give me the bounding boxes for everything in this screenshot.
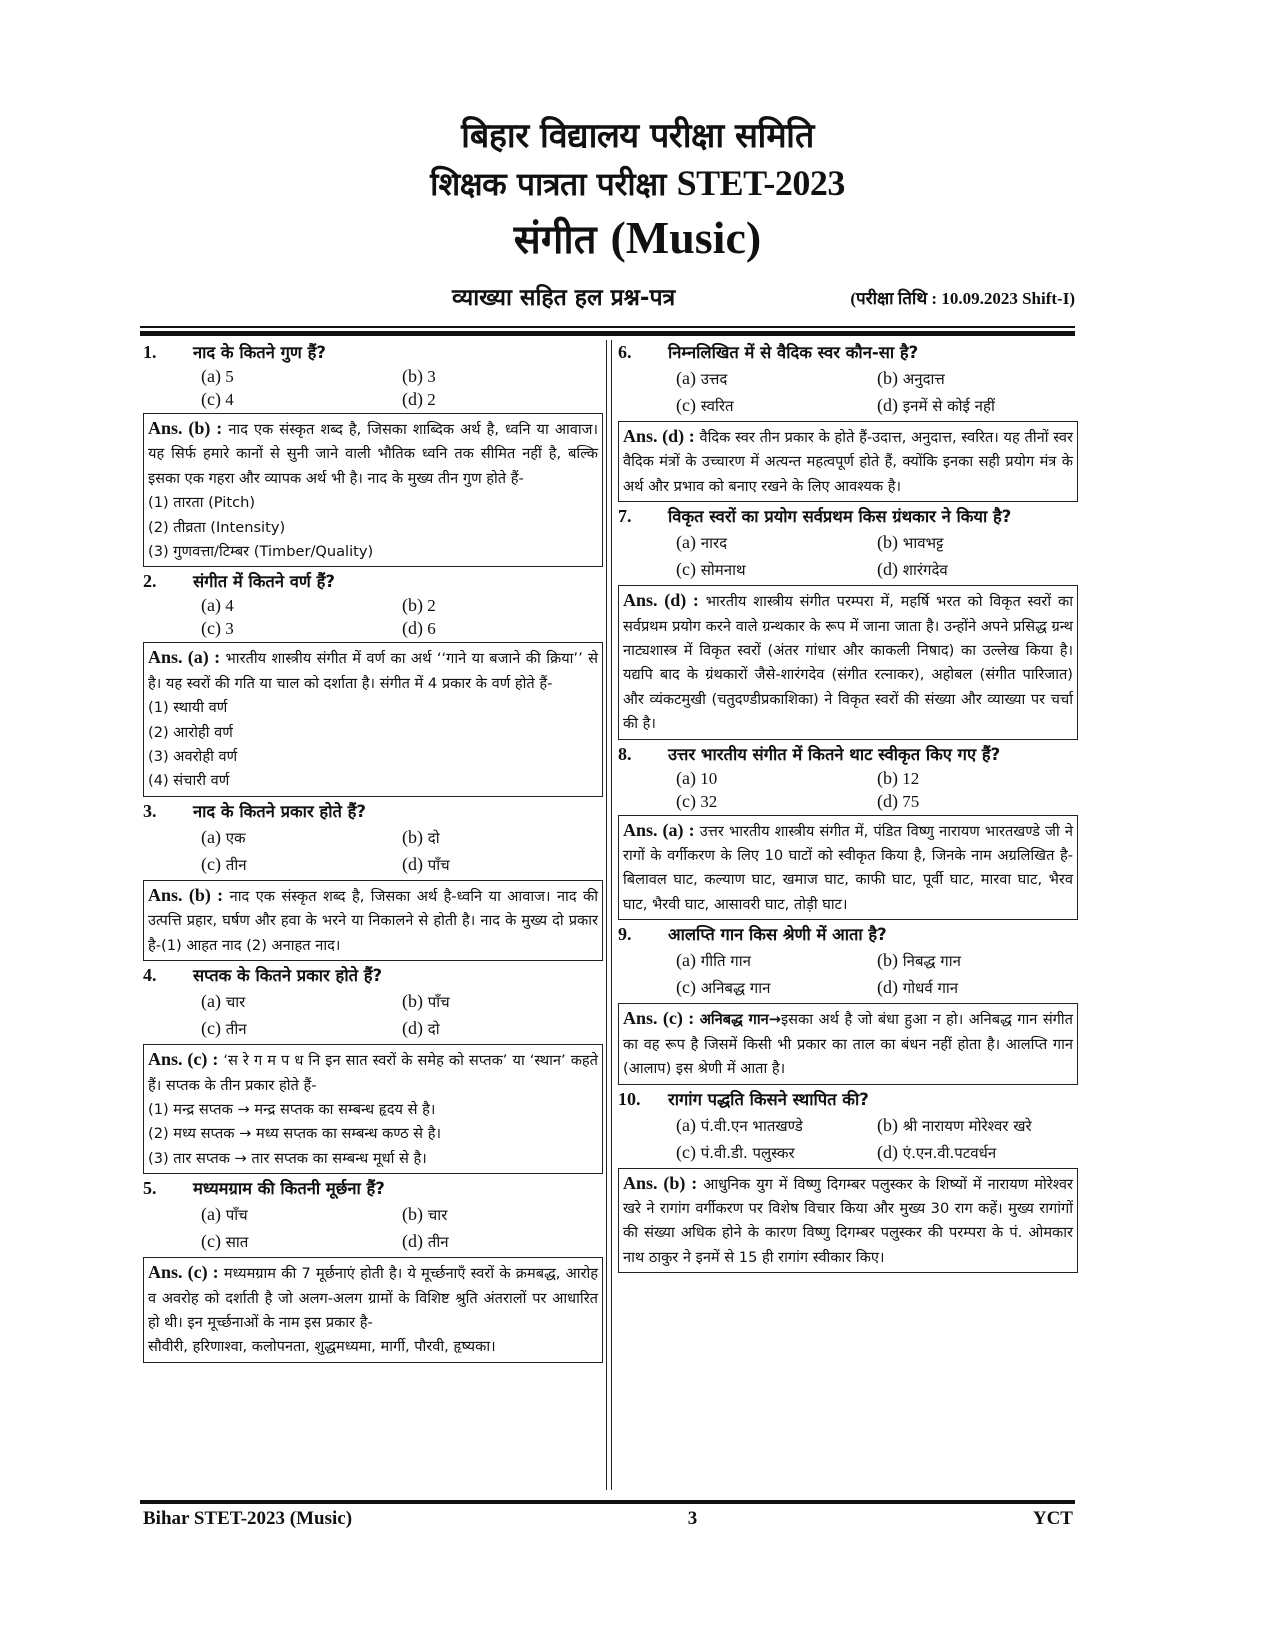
- question-9: [618, 922, 1078, 1084]
- answer-box: [143, 1257, 603, 1363]
- option-a: (a) 4: [201, 595, 234, 616]
- option-b: (b) 12: [877, 767, 920, 788]
- option-b: (b) भावभट्ट: [877, 532, 944, 553]
- question-stem: 6. निम्नलिखित में से वैदिक स्वर कौन-सा है?: [618, 342, 919, 362]
- exam-name-code: STET-2023: [676, 163, 845, 203]
- options: [618, 365, 1078, 419]
- answer-explanation: भारतीय शास्त्रीय संगीत में वर्ण का अर्थ ‘‘गाने या बजाने की क्रिया’’ से है। यह स्वरों की गति या चाल को दर्शाता है। संगीत में 4 प्रकार के वर्ण होते हैं-: [148, 650, 599, 692]
- subtitle-row: [140, 280, 1075, 314]
- option-a: (a) एक: [201, 826, 246, 847]
- question-stem: 8. उत्तर भारतीय संगीत में कितने थाट स्वीकृत किए गए हैं?: [618, 743, 1001, 764]
- options: [143, 365, 603, 411]
- option-d: (d) इनमें से कोई नहीं: [877, 395, 995, 415]
- answer-key: Ans. (a) :: [148, 647, 221, 668]
- answer-box: [143, 642, 603, 796]
- option-a: (a) 10: [676, 767, 718, 788]
- question-8: [618, 742, 1078, 921]
- options: [618, 529, 1078, 583]
- left-column: [143, 340, 603, 1365]
- answer-box: [618, 815, 1078, 921]
- answer-explanation: भारतीय शास्त्रीय संगीत परम्परा में, महर्षि भरत को विकृत स्वरों का सर्वप्रथम प्रयोग करने वाले ग्रन्थकार के रूप में जाना जाता है। उन्होंने अपने प्रसिद्ध ग्रन्थ नाट्यशास्त्र में विकृत स्वरों (अंतर गांधार और काकली निषाद) का उल्लेख किया है। यद्यपि बाद के ग्रंथकारों जैसे-शारंगदेव (संगीत रत्नाकर), अहोबल (संगीत पारिजात) और व्यंकटमुखी (चतुदण्डीप्रकाशिका) ने विकृत स्वरों की संख्या और व्याख्या पर चर्चा की है।: [623, 593, 1073, 733]
- footer-rule: [140, 1500, 1075, 1504]
- right-column: [618, 340, 1078, 1275]
- question-stem: 3. नाद के कितने प्रकार होते हैं?: [143, 800, 366, 821]
- answer-box: [143, 413, 603, 567]
- question-7: [618, 504, 1078, 739]
- options: [143, 1201, 603, 1255]
- option-a: (a) नारद: [676, 532, 728, 553]
- answer-key: Ans. (b) :: [623, 1172, 698, 1193]
- answer-key: Ans. (c) :: [148, 1049, 219, 1070]
- answer-key: Ans. (b) :: [148, 884, 224, 905]
- option-d: (d) एं.एन.वी.पटवर्धन: [877, 1141, 997, 1162]
- answer-box: [618, 1168, 1078, 1274]
- question-5: [143, 1176, 603, 1363]
- options: [618, 947, 1078, 1001]
- answer-point: (2) तीव्रता (Intensity): [148, 518, 286, 536]
- options: [618, 767, 1078, 813]
- answer-explanation: मध्यमग्राम की 7 मूर्छनाएं होती है। ये मूर्च्छनाएँ स्वरों के क्रमबद्ध, आरोह व अवरोह को दर्शाती है जो अलग-अलग ग्रामों के विशिष्ट श्रुति अंतरालों पर आधारित हो थी। इन मूर्च्छनाओं के नाम इस प्रकार है-: [148, 1265, 599, 1331]
- option-d: (d) 75: [877, 790, 920, 811]
- answer-point: (3) तार सप्तक → तार सप्तक का सम्बन्ध मूर्धा से है।: [148, 1149, 427, 1167]
- answer-explanation: आधुनिक युग में विष्णु दिगम्बर पलुस्कर के शिष्यों में नारायण मोरेश्वर खरे ने रागांग वर्गीकरण पर विशेष विचार किया और मुख्य 30 राग कहें। मुख्य रागांगों की संख्या अधिक होने के कारण विष्णु दिगम्बर पलुस्कर की परम्परा के पं. ओमकार नाथ ठाकुर ने इनमें से 15 ही रागांग स्वीकार किए।: [623, 1175, 1074, 1266]
- answer-explanation: वैदिक स्वर तीन प्रकार के होते हैं-उदात्त, अनुदात्त, स्वरित। यह तीनों स्वर वैदिक मंत्रों के उच्चारण में अत्यन्त महत्वपूर्ण होते हैं, क्योंकि इनका सही प्रयोग मंत्र के अर्थ और प्रभाव को बनाए रखने के लिए आवश्यक है।: [623, 429, 1074, 495]
- paper-subtitle: व्याख्या सहित हल प्रश्न-पत्र: [452, 285, 676, 311]
- question-4: [143, 963, 603, 1174]
- question-stem: 4. सप्तक के कितने प्रकार होते हैं?: [143, 965, 383, 986]
- options: [143, 988, 603, 1042]
- answer-box: [143, 1044, 603, 1174]
- answer-term: अनिबद्ध गान→: [699, 1011, 781, 1029]
- option-d: (d) शारंगदेव: [877, 559, 948, 580]
- answer-box: [618, 585, 1078, 739]
- column-divider: [606, 340, 612, 1490]
- option-b: (b) पाँच: [402, 991, 450, 1012]
- answer-box: [143, 880, 603, 961]
- option-d: (d) दो: [402, 1018, 440, 1039]
- page-number: 3: [687, 1508, 698, 1529]
- option-b: (b) 2: [402, 595, 436, 616]
- exam-name: [0, 160, 1275, 207]
- answer-explanation: उत्तर भारतीय शास्त्रीय संगीत में, पंडित विष्णु नारायण भारतखण्डे जी ने रागों के वर्गीकरण के लिए 10 घाटों को स्वीकृत किया है, जिनके नाम अग्रलिखित है- बिलावल घाट, कल्याण घाट, खमाज घाट, काफी घाट, पूर्वी घाट, मारवा घाट, भैरव घाट, भैरवी घाट, आसावरी घाट, तोड़ी घाट।: [623, 822, 1073, 913]
- publisher-mark: YCT: [1032, 1508, 1073, 1529]
- answer-point: (1) तारता (Pitch): [148, 494, 256, 512]
- option-d: (d) 2: [402, 389, 436, 409]
- option-c: (c) पं.वी.डी. पलुस्कर: [676, 1141, 795, 1162]
- answer-point: (1) मन्द्र सप्तक → मन्द्र सप्तक का सम्बन्ध हृदय से है।: [148, 1100, 436, 1118]
- option-b: (b) श्री नारायण मोरेश्वर खरे: [877, 1114, 1032, 1135]
- question-stem: 7. विकृत स्वरों का प्रयोग सर्वप्रथम किस ग्रंथकार ने किया है?: [618, 506, 1012, 527]
- board-name: बिहार विद्यालय परीक्षा समिति: [461, 116, 814, 156]
- option-b: (b) निबद्ध गान: [877, 950, 961, 971]
- answer-key: Ans. (c) :: [148, 1262, 219, 1283]
- option-c: (c) 4: [201, 389, 234, 409]
- answer-key: Ans. (d) :: [623, 590, 699, 611]
- option-d: (d) गोधर्व गान: [877, 977, 959, 998]
- options: [618, 1112, 1078, 1166]
- answer-explanation: ‘स रे ग म प ध नि इन सात स्वरों के समेह को सप्तक’ या ‘स्थान’ कहते हैं। सप्तक के तीन प्रकार होते हैं-: [148, 1052, 598, 1094]
- header-rule-thick: [140, 331, 1075, 336]
- question-stem: 1. नाद के कितने गुण हैं?: [143, 342, 326, 362]
- question-stem: 2. संगीत में कितने वर्ण हैं?: [143, 571, 335, 592]
- question-1: [143, 340, 603, 567]
- option-c: (c) 32: [676, 790, 718, 811]
- footer-title: Bihar STET-2023 (Music): [143, 1508, 353, 1529]
- answer-key: Ans. (c) :: [623, 1008, 695, 1029]
- answer-point: (3) गुणवत्ता/टिम्बर (Timber/Quality): [148, 543, 374, 561]
- exam-name-hindi: शिक्षक पात्रता परीक्षा: [430, 165, 677, 203]
- answer-point: सौवीरी, हरिणाश्वा, कलोपनता, शुद्धमध्यमा, मार्गी, पौरवी, हृष्यका।: [148, 1338, 496, 1356]
- option-c: (c) 3: [201, 618, 234, 639]
- option-c: (c) तीन: [201, 1018, 247, 1039]
- option-c: (c) सात: [201, 1231, 249, 1252]
- question-6: [618, 340, 1078, 502]
- option-b: (b) अनुदात्त: [877, 368, 945, 388]
- answer-key: Ans. (a) :: [623, 819, 695, 840]
- question-3: [143, 799, 603, 961]
- answer-point: (2) मध्य सप्तक → मध्य सप्तक का सम्बन्ध कण्ठ से है।: [148, 1125, 441, 1143]
- option-b: (b) चार: [402, 1204, 448, 1225]
- answer-point: (1) स्थायी वर्ण: [148, 699, 228, 717]
- options: [143, 594, 603, 640]
- option-a: (a) चार: [201, 991, 246, 1012]
- page-header: [0, 112, 1275, 271]
- answer-box: [618, 1003, 1078, 1084]
- options: [143, 824, 603, 878]
- option-c: (c) सोमनाथ: [676, 559, 746, 580]
- option-a: (a) उत्तद: [676, 368, 728, 388]
- option-a: (a) पं.वी.एन भातखण्डे: [676, 1114, 803, 1135]
- option-a: (a) गीति गान: [676, 950, 751, 971]
- option-b: (b) 3: [402, 366, 436, 386]
- answer-key: Ans. (b) :: [148, 418, 223, 438]
- answer-explanation: इसका अर्थ है जो बंधा हुआ न हो। अनिबद्ध गान संगीत का वह रूप है जिसमें किसी भी प्रकार का ताल का बंधन नहीं होता है। आलप्ति गान (आलाप) इस श्रेणी में आता है।: [623, 1011, 1074, 1078]
- question-stem: 10. रागांग पद्धति किसने स्थापित की?: [618, 1088, 869, 1109]
- subject-english: (Music): [610, 212, 762, 263]
- subject-hindi: संगीत: [513, 217, 611, 263]
- option-c: (c) तीन: [201, 853, 247, 874]
- option-c: (c) स्वरित: [676, 395, 734, 415]
- option-a: (a) 5: [201, 366, 234, 386]
- answer-explanation: नाद एक संस्कृत शब्द है, जिसका शाब्दिक अर्थ है, ध्वनि या आवाज। यह सिर्फ हमारे कानों से सुनी जाने वाली भौतिक ध्वनि तक सीमित नहीं है, बल्कि इसका एक गहरा और व्यापक अर्थ भी है। नाद के मुख्य तीन गुण होते हैं-: [148, 421, 598, 487]
- answer-point: (2) आरोही वर्ण: [148, 723, 233, 741]
- option-c: (c) अनिबद्ध गान: [676, 977, 771, 998]
- subject-title: [0, 207, 1275, 271]
- option-a: (a) पाँच: [201, 1204, 248, 1225]
- option-d: (d) तीन: [402, 1231, 449, 1252]
- option-d: (d) 6: [402, 618, 436, 639]
- option-b: (b) दो: [402, 826, 440, 847]
- question-stem: 9. आलप्ति गान किस श्रेणी में आता है?: [618, 924, 887, 945]
- page-footer: [143, 1508, 1073, 1530]
- exam-date: (परीक्षा तिथि : 10.09.2023 Shift-I): [850, 289, 1075, 308]
- answer-point: (4) संचारी वर्ण: [148, 772, 230, 790]
- question-2: [143, 569, 603, 796]
- header-rule-thin: [140, 326, 1075, 328]
- question-10: [618, 1087, 1078, 1274]
- answer-box: [618, 421, 1078, 502]
- answer-key: Ans. (d) :: [623, 426, 695, 446]
- option-d: (d) पाँच: [402, 853, 450, 874]
- answer-explanation: नाद एक संस्कृत शब्द है, जिसका अर्थ है-ध्वनि या आवाज। नाद की उत्पत्ति प्रहार, घर्षण और हवा के भरने या निकालने से होती है। नाद के मुख्य दो प्रकार है-(1) आहत नाद (2) अनाहत नाद।: [148, 887, 599, 954]
- answer-point: (3) अवरोही वर्ण: [148, 748, 238, 766]
- question-stem: 5. मध्यमग्राम की कितनी मूर्छना हैं?: [143, 1178, 385, 1199]
